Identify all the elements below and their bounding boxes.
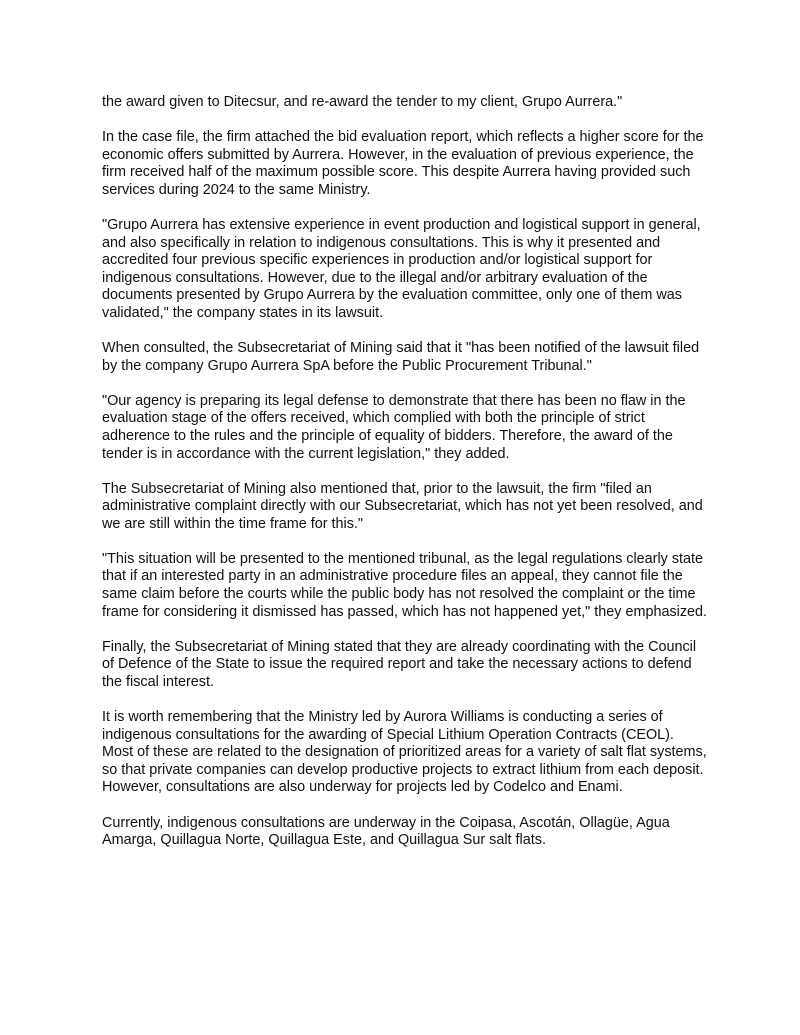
paragraph-7: "This situation will be presented to the mentioned tribunal, as the legal regulations clearly state that if an interested party in an administrative procedure files an appeal, they cannot file the same claim before the courts while the public body has not resolved the complaint or the time frame for considering it dismissed has passed, which has not happened yet," they emphasized.	[102, 550, 708, 620]
article-body	[102, 94, 708, 867]
paragraph-4: When consulted, the Subsecretariat of Mining said that it "has been notified of the lawsuit filed by the company Grupo Aurrera SpA before the Public Procurement Tribunal."	[102, 340, 700, 374]
paragraph-2: In the case file, the firm attached the bid evaluation report, which reflects a higher score for the economic offers submitted by Aurrera. However, in the evaluation of previous experience, the firm received half of the maximum possible score. This despite Aurrera having provided such services during 2024 to the same Ministry.	[102, 129, 704, 198]
paragraph-6: The Subsecretariat of Mining also mentioned that, prior to the lawsuit, the firm "filed an administrative complaint directly with our Subsecretariat, which has not yet been resolved, and we are still within the time frame for this."	[102, 480, 703, 532]
paragraph-1: the award given to Ditecsur, and re-award the tender to my client, Grupo Aurrera."	[102, 94, 623, 110]
paragraph-8: Finally, the Subsecretariat of Mining stated that they are already coordinating with the Council of Defence of the State to issue the required report and take the necessary actions to defend the fiscal interest.	[102, 638, 697, 690]
paragraph-5: "Our agency is preparing its legal defense to demonstrate that there has been no flaw in the evaluation stage of the offers received, which complied with both the principle of strict adherence to the rules and the principle of equality of bidders. Therefore, the award of the tender is in accordance with the current legislation," they added.	[102, 392, 686, 462]
paragraph-9: It is worth remembering that the Ministry led by Aurora Williams is conducting a series of indigenous consultations for the awarding of Special Lithium Operation Contracts (CEOL). Most of these are related to the designation of prioritized areas for a variety of salt flat systems, so that private companies can develop productive projects to extract lithium from each deposit. However, consultations are also underway for projects led by Codelco and Enami.	[102, 709, 707, 796]
paragraph-10: Currently, indigenous consultations are underway in the Coipasa, Ascotán, Ollagüe, Agua Amarga, Quillagua Norte, Quillagua Este, and Quillagua Sur salt flats.	[102, 814, 670, 849]
paragraph-3: "Grupo Aurrera has extensive experience in event production and logistical support in general, and also specifically in relation to indigenous consultations. This is why it presented and accredited four previous specific experiences in production and/or logistical support for indigenous consultations. However, due to the illegal and/or arbitrary evaluation of the documents presented by Grupo Aurrera by the evaluation committee, only one of them was validated," the company states in its lawsuit.	[102, 216, 701, 321]
